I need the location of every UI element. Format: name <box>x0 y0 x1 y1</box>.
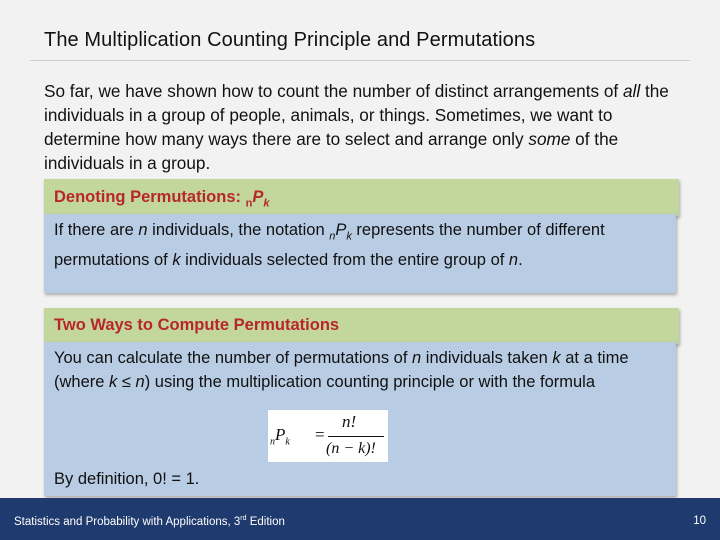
footer-text: Edition <box>246 515 285 528</box>
var-n: n <box>135 373 145 391</box>
footer-text: Statistics and Probability with Applications, 3 <box>14 515 241 528</box>
formula-numerator: n! <box>342 412 357 431</box>
var-n: n <box>508 251 519 270</box>
body-text: at a time (where <box>54 349 629 391</box>
var-n: n <box>412 349 422 367</box>
title-divider <box>30 60 690 61</box>
slide-title: The Multiplication Counting Principle and Permutations <box>44 29 536 51</box>
formula-sub-k: k <box>285 436 290 448</box>
formula-equals: = <box>315 425 325 444</box>
intro-text-2: the individuals in a group of people, animals, or things. Sometimes, we want to determine how many ways there are to select and arrange only <box>44 81 669 149</box>
intro-text-1: So far, we have shown how to count the number of distinct arrangements of <box>44 81 623 101</box>
denoting-permutations-body <box>44 214 676 293</box>
notation-p: P <box>335 221 347 239</box>
formula-denominator: (n − k)! <box>326 440 376 457</box>
var-n: n <box>138 221 148 239</box>
header-sub-n: n <box>245 197 253 210</box>
fraction-bar <box>328 436 384 437</box>
header-text: Denoting Permutations: <box>54 188 246 206</box>
body-text: If there are <box>54 221 139 239</box>
page-number: 10 <box>693 515 706 527</box>
footer-superscript: rd <box>240 515 247 522</box>
less-equal-symbol: ≤ <box>117 373 136 391</box>
var-k: k <box>172 251 181 270</box>
intro-emphasis-some: some <box>528 129 571 149</box>
formula-sub-n: n <box>270 436 275 448</box>
formula-p: P <box>275 425 286 444</box>
header-p: P <box>252 188 264 206</box>
footer-bar <box>0 498 720 540</box>
denoting-permutations-header <box>44 179 679 216</box>
header-sub-k: k <box>263 197 270 210</box>
body-text: ) using the multiplication counting principle or with the formula <box>144 373 596 391</box>
body-text: represents the number of different permutations of <box>54 221 605 270</box>
footer-book-title <box>14 515 285 528</box>
intro-paragraph <box>44 79 684 175</box>
permutation-formula <box>268 410 388 462</box>
var-k: k <box>109 373 118 391</box>
body-text: You can calculate the number of permutations of <box>54 349 413 367</box>
body-text: individuals, the notation <box>147 221 330 239</box>
formula-lhs <box>270 425 290 447</box>
var-k: k <box>552 349 561 367</box>
intro-text-3: of the individuals in a group. <box>44 129 619 173</box>
body-text: individuals taken <box>421 349 553 367</box>
notation-sub-k: k <box>346 230 352 243</box>
intro-emphasis-all: all <box>622 81 641 101</box>
zero-factorial-definition: By definition, 0! = 1. <box>54 470 200 488</box>
body-text: individuals selected from the entire group of <box>180 251 509 270</box>
notation-sub-n: n <box>329 230 336 243</box>
two-ways-header: Two Ways to Compute Permutations <box>44 308 679 344</box>
body-text: . <box>518 251 523 270</box>
